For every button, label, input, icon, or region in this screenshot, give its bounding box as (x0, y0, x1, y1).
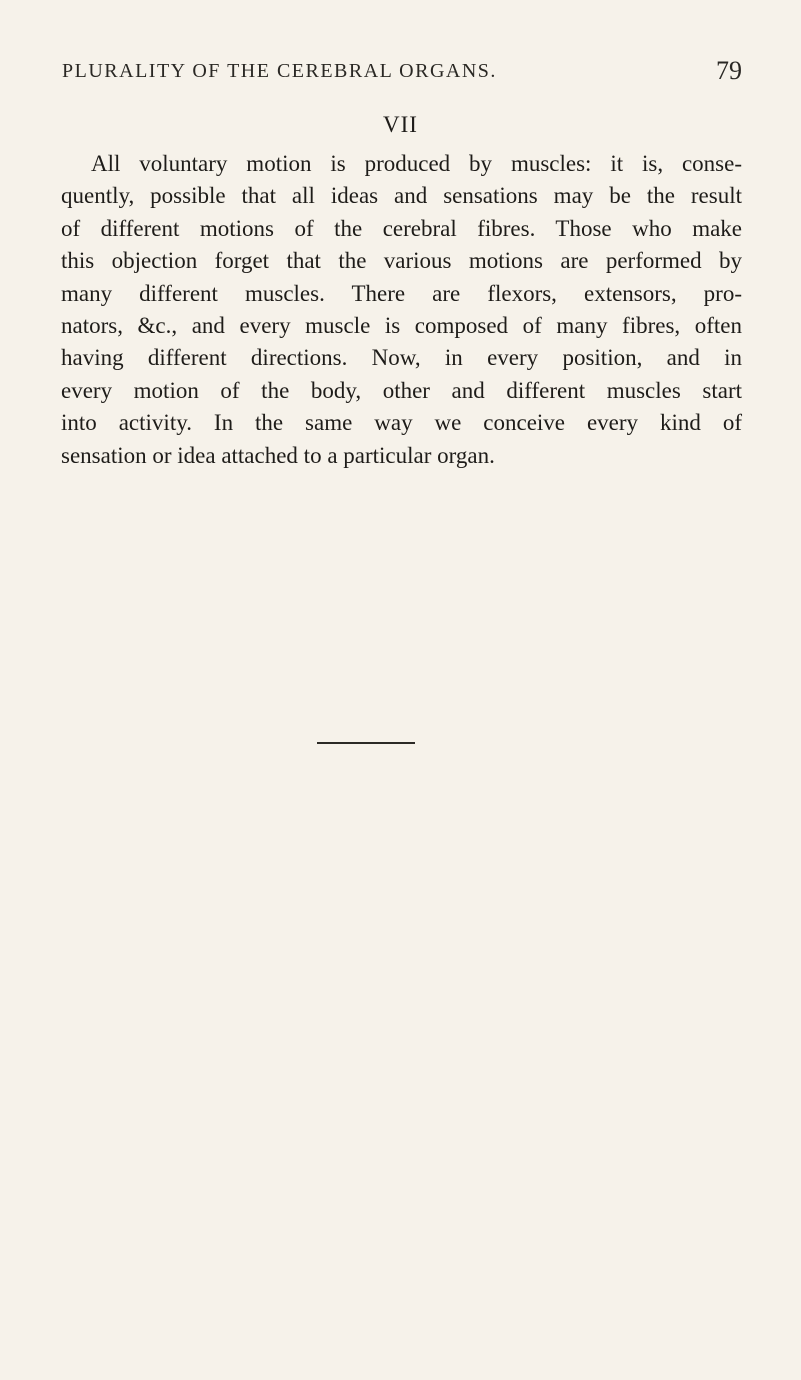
paragraph-line: this objection forget that the various motions are performed by (61, 248, 742, 274)
paragraph-line: quently, possible that all ideas and sensations may be the result (61, 183, 742, 209)
section-divider-rule (317, 742, 415, 744)
page-number: 79 (716, 56, 742, 85)
paragraph-line: All voluntary motion is produced by muscles: it is, conse- (91, 151, 742, 176)
paragraph-line: nators, &c., and every muscle is composed of many fibres, often (61, 313, 742, 339)
paragraph-line: into activity. In the same way we conceive every kind of (61, 410, 742, 436)
paragraph-line: every motion of the body, other and different muscles start (61, 377, 742, 403)
running-head (62, 56, 742, 90)
paragraph-line: having different directions. Now, in every position, and in (61, 345, 742, 371)
running-title: PLURALITY OF THE CEREBRAL ORGANS. (62, 60, 497, 82)
paragraph-line: sensation or idea attached to a particular organ. (61, 442, 495, 468)
section-number: VII (383, 112, 418, 137)
paragraph-line: of different motions of the cerebral fibres. Those who make (61, 215, 742, 241)
body-paragraph (61, 148, 742, 472)
paragraph-line: many different muscles. There are flexors, extensors, pro- (61, 280, 742, 306)
